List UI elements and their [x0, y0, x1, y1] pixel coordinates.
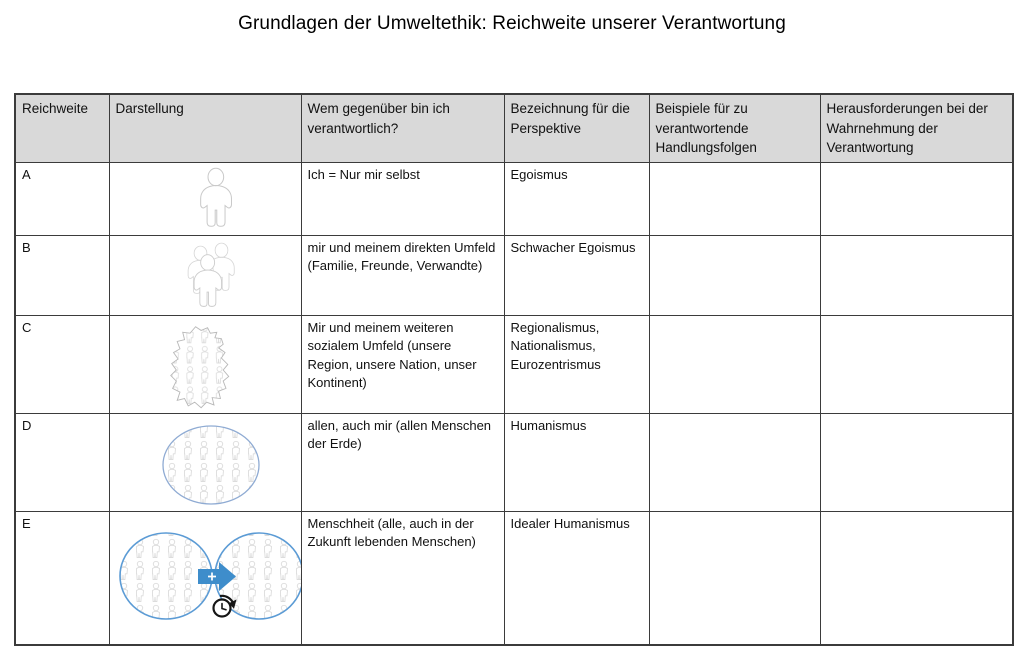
table-row-d — [15, 413, 1013, 511]
world-people-circle-icon — [116, 417, 302, 508]
table-row-e — [15, 511, 1013, 645]
column-header-reichweite: Reichweite — [15, 94, 109, 162]
table-row-a — [15, 162, 1013, 235]
row-label-cell: E — [15, 511, 109, 645]
column-header-beispiele: Beispiele für zu verantwortende Handlungsfolgen — [649, 94, 820, 162]
column-header-herausforderungen: Herausforderungen bei der Wahrnehmung der Verantwortung — [820, 94, 1013, 162]
perspective-cell: Regionalismus, Nationalismus, Eurozentrismus — [504, 315, 649, 413]
perspective-cell: Idealer Humanismus — [504, 511, 649, 645]
examples-cell — [649, 315, 820, 413]
perspective-cell: Humanismus — [504, 413, 649, 511]
table-row-c — [15, 315, 1013, 413]
responsible-to-cell: Ich = Nur mir selbst — [301, 162, 504, 235]
column-header-darstellung: Darstellung — [109, 94, 301, 162]
single-person-icon — [116, 166, 302, 232]
people-group-icon — [116, 239, 302, 312]
responsible-to-cell: Menschheit (alle, auch in der Zukunft lebenden Menschen) — [301, 511, 504, 645]
header-row — [15, 94, 1013, 162]
challenges-cell — [820, 315, 1013, 413]
challenges-cell — [820, 413, 1013, 511]
illustration-cell — [109, 162, 301, 235]
table-row-b — [15, 235, 1013, 315]
examples-cell — [649, 413, 820, 511]
column-header-verantwortlich: Wem gegenüber bin ich verantwortlich? — [301, 94, 504, 162]
perspective-cell: Schwacher Egoismus — [504, 235, 649, 315]
illustration-cell — [109, 511, 301, 645]
responsible-to-cell: mir und meinem direkten Umfeld (Familie, Freunde, Verwandte) — [301, 235, 504, 315]
examples-cell — [649, 235, 820, 315]
examples-cell — [649, 162, 820, 235]
germany-map-icon — [116, 319, 302, 410]
row-label-cell: D — [15, 413, 109, 511]
examples-cell — [649, 511, 820, 645]
challenges-cell — [820, 511, 1013, 645]
row-label-cell: B — [15, 235, 109, 315]
perspective-cell: Egoismus — [504, 162, 649, 235]
illustration-cell — [109, 235, 301, 315]
challenges-cell — [820, 235, 1013, 315]
responsibility-table — [14, 93, 1014, 646]
responsible-to-cell: allen, auch mir (allen Menschen der Erde) — [301, 413, 504, 511]
future-generations-icon — [116, 515, 302, 641]
illustration-cell — [109, 413, 301, 511]
illustration-cell — [109, 315, 301, 413]
challenges-cell — [820, 162, 1013, 235]
column-header-bezeichnung: Bezeichnung für die Perspektive — [504, 94, 649, 162]
row-label-cell: C — [15, 315, 109, 413]
responsible-to-cell: Mir und meinem weiteren sozialem Umfeld (unsere Region, unsere Nation, unser Kontinent) — [301, 315, 504, 413]
row-label-cell: A — [15, 162, 109, 235]
page-title: Grundlagen der Umweltethik: Reichweite unserer Verantwortung — [238, 13, 786, 34]
